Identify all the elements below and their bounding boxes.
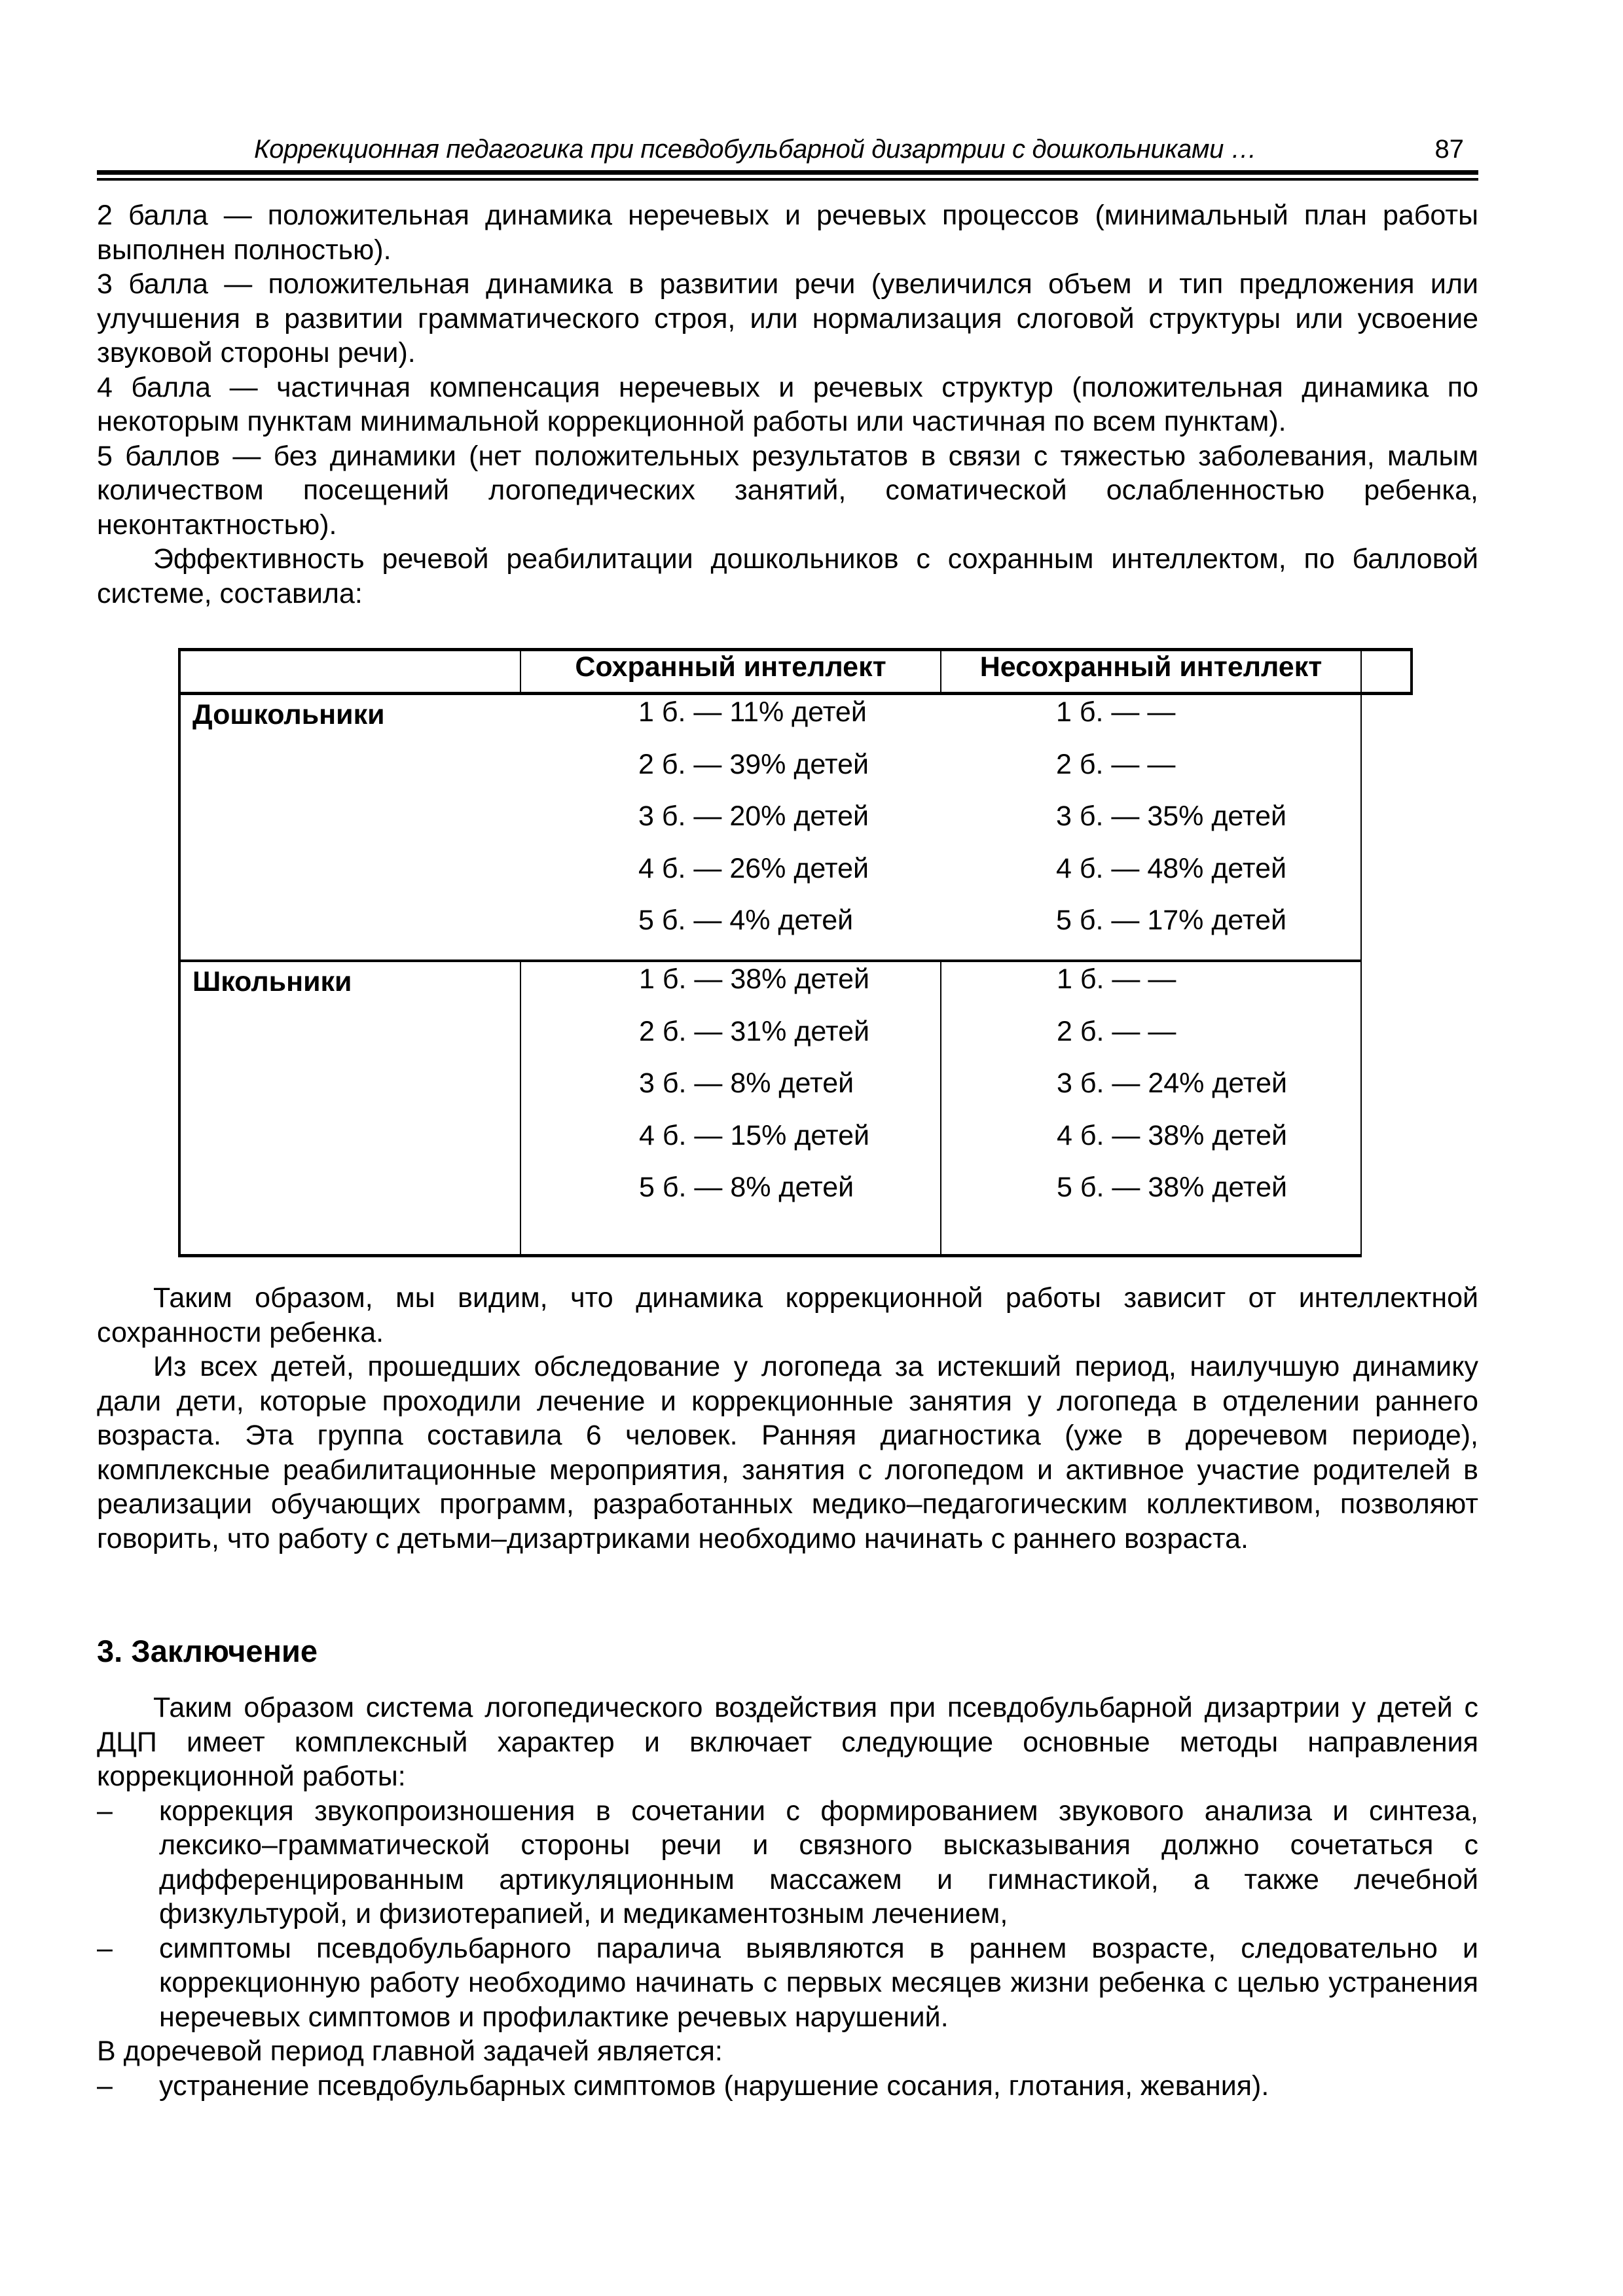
table-row-preschoolers bbox=[179, 694, 1412, 961]
value-line: 5 б. — 8% детей bbox=[639, 1172, 854, 1203]
table-header-row bbox=[179, 650, 1412, 694]
value-line: 3 б. — 35% детей bbox=[1056, 800, 1287, 832]
value-line: 2 б. — 39% детей bbox=[638, 748, 869, 780]
conclusion-bullet bbox=[97, 1931, 1478, 2035]
intro-text bbox=[97, 198, 1478, 611]
value-line: 3 б. — 24% детей bbox=[1057, 1067, 1288, 1099]
conclusion-text bbox=[97, 1691, 1478, 2103]
dash-bullet-icon: – bbox=[97, 1795, 113, 1827]
value-line: 5 б. — 38% детей bbox=[1057, 1172, 1288, 1203]
discussion-paragraph: Из всех детей, прошедших обследование у логопеда за истекший период, наилучшую динамику дали дети, которые проходили лечение и коррекционные занятия у логопеда в отделении раннего возраста. Эта группа составила 6 человек. Ранняя диагностика (уже в доречевом периоде), комплексные реабилитационные мероприятия, занятия с логопедом и активное участие родителей в реализации обучающих программ, разработанных медико–педагогическим коллективом, позволяют говорить, что работу с детьми–дизартриками необходимо начинать с раннего возраста. bbox=[97, 1351, 1478, 1554]
page-number: 87 bbox=[1434, 135, 1464, 164]
school-impaired-values bbox=[941, 961, 1361, 1256]
score-5-description: 5 баллов — без динамики (нет положительных результатов в связи с тяжестью заболевания, малым количеством посещений логопедических занятий, соматической ослабленностью ребенка, неконтактностью). bbox=[97, 440, 1478, 541]
preschool-impaired-values bbox=[941, 694, 1361, 961]
dash-bullet-icon: – bbox=[97, 2070, 113, 2102]
header-preserved-intellect: Сохранный интеллект bbox=[520, 650, 941, 694]
value-line: 4 б. — 48% детей bbox=[1056, 852, 1287, 884]
school-preserved-values bbox=[520, 961, 941, 1256]
header-extra-cell bbox=[1361, 650, 1412, 694]
value-line: 4 б. — 38% детей bbox=[1057, 1119, 1288, 1151]
effectiveness-intro: Эффективность речевой реабилитации дошкольников с сохранным интеллектом, по балловой системе, составила: bbox=[97, 543, 1478, 609]
value-line: 4 б. — 15% детей bbox=[639, 1119, 870, 1151]
value-line: 1 б. — 38% детей bbox=[639, 963, 870, 995]
value-line: 2 б. — — bbox=[1057, 1015, 1176, 1047]
bullet-text: симптомы псевдобульбарного паралича выявляются в раннем возрасте, следовательно и коррекционную работу необходимо начинать с первых месяцев жизни ребенка с целью устранения неречевых симптомов и профилактике речевых нарушений. bbox=[159, 1932, 1478, 2033]
table-row-schoolchildren bbox=[179, 961, 1412, 1256]
value-line: 2 б. — 31% детей bbox=[639, 1015, 870, 1047]
value-line: 2 б. — — bbox=[1056, 748, 1176, 780]
bullet-text: устранение псевдобульбарных симптомов (нарушение сосания, глотания, жевания). bbox=[159, 2070, 1269, 2102]
score-3-description: 3 балла — положительная динамика в развитии речи (увеличился объем и тип предложения или улучшения в развитии грамматического строя, или нормализация слоговой структуры или усвоение звуковой стороны речи). bbox=[97, 268, 1478, 368]
score-4-description: 4 балла — частичная компенсация неречевых и речевых структур (положительная динамика по некоторым пунктам минимальной коррекционной работы или частичная по всем пунктам). bbox=[97, 371, 1478, 437]
outside-cell bbox=[1361, 961, 1412, 1256]
header-rule-thin bbox=[97, 178, 1478, 181]
running-title: Коррекционная педагогика при псевдобульбарной дизартрии с дошкольниками … bbox=[254, 135, 1257, 164]
value-line: 5 б. — 4% детей bbox=[638, 905, 854, 936]
results-table bbox=[178, 648, 1413, 1257]
group-label-preschoolers: Дошкольники bbox=[179, 694, 520, 961]
outside-cell bbox=[1361, 694, 1412, 961]
conclusion-bullet bbox=[97, 1794, 1478, 1931]
group-label-schoolchildren: Школьники bbox=[179, 961, 520, 1256]
running-header bbox=[97, 131, 1478, 173]
value-line: 1 б. — — bbox=[1057, 963, 1176, 995]
preschool-preserved-values bbox=[520, 694, 941, 961]
value-line: 5 б. — 17% детей bbox=[1056, 905, 1287, 936]
section-title-conclusion: 3. Заключение bbox=[97, 1634, 318, 1668]
value-line: 4 б. — 26% детей bbox=[638, 852, 869, 884]
prespeech-bullet bbox=[97, 2069, 1478, 2104]
header-empty-cell bbox=[179, 650, 520, 694]
value-line: 1 б. — 11% детей bbox=[638, 696, 867, 728]
value-line: 3 б. — 8% детей bbox=[639, 1067, 854, 1099]
discussion-text bbox=[97, 1281, 1478, 1556]
value-line: 3 б. — 20% детей bbox=[638, 800, 869, 832]
conclusion-intro: Таким образом система логопедического воздействия при псевдобульбарной дизартрии у детей с ДЦП имеет комплексный характер и включает следующие основные методы направления коррекционной работы: bbox=[97, 1692, 1478, 1792]
prespeech-label: В доречевой период главной задачей является: bbox=[97, 2036, 723, 2067]
discussion-paragraph: Таким образом, мы видим, что динамика коррекционной работы зависит от интеллектной сохранности ребенка. bbox=[97, 1282, 1478, 1348]
score-2-description: 2 балла — положительная динамика неречевых и речевых процессов (минимальный план работы выполнен полностью). bbox=[97, 200, 1478, 266]
bullet-text: коррекция звукопроизношения в сочетании с формированием звукового анализа и синтеза, лексико–грамматической стороны речи и связного высказывания должно сочетаться с дифференцированным артикуляционным массажем и гимнастикой, а также лечебной физкультурой, и физиотерапией, и медикаментозным лечением, bbox=[159, 1795, 1478, 1929]
value-line: 1 б. — — bbox=[1056, 696, 1176, 728]
header-rule-thick bbox=[97, 170, 1478, 175]
dash-bullet-icon: – bbox=[97, 1932, 113, 1964]
header-impaired-intellect: Несохранный интеллект bbox=[941, 650, 1361, 694]
